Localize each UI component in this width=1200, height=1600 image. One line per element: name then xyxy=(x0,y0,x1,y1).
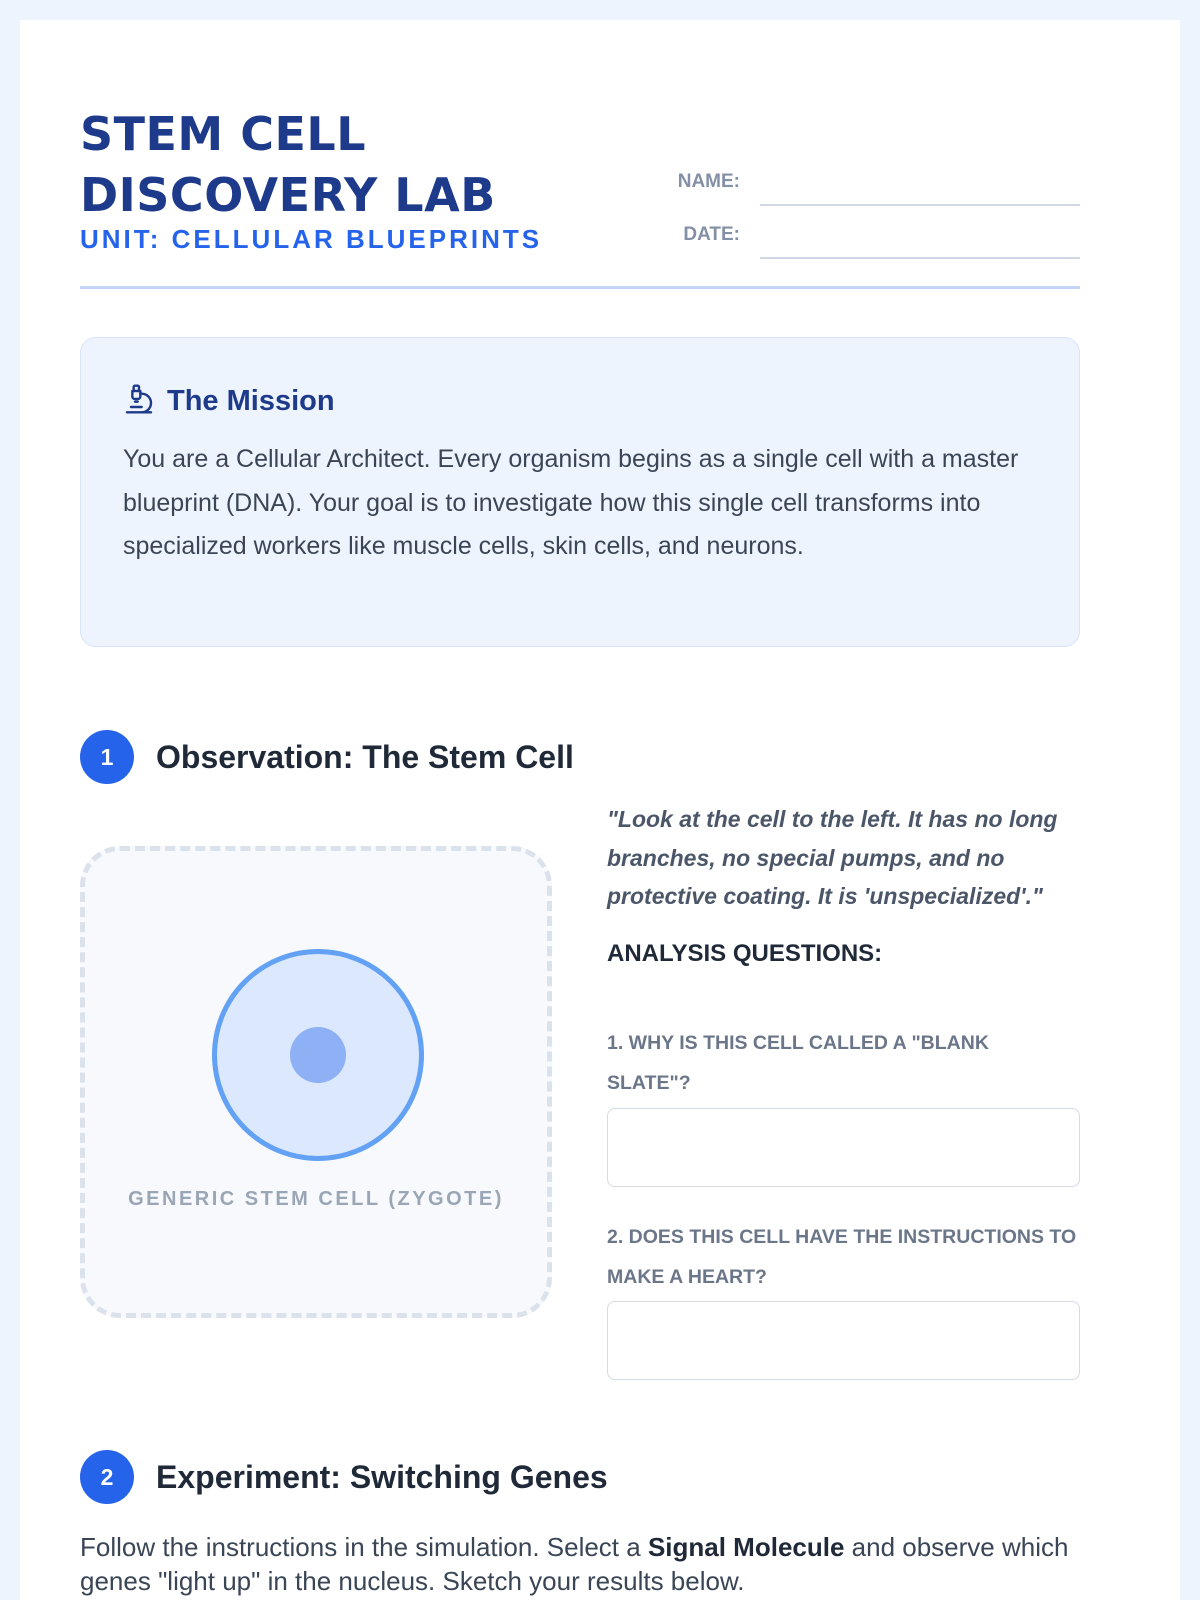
question-2-answer[interactable] xyxy=(607,1301,1080,1380)
instructions-part-2: and observe which genes "light up" in the nucleus. Sketch your results below. xyxy=(80,1532,1069,1596)
analysis-questions-title: ANALYSIS QUESTIONS: xyxy=(607,940,883,967)
page-title xyxy=(80,104,496,226)
worksheet-header xyxy=(80,86,1080,289)
section-2-heading xyxy=(80,1450,1080,1504)
unit-subtitle: UNIT: CELLULAR BLUEPRINTS xyxy=(80,224,543,254)
name-field[interactable] xyxy=(760,204,1080,206)
question-1-label: 1. WHY IS THIS CELL CALLED A "BLANK SLATE"? xyxy=(607,1032,989,1094)
question-2-label: 2. DOES THIS CELL HAVE THE INSTRUCTIONS TO MAKE A HEART? xyxy=(607,1226,1077,1288)
section-1-heading xyxy=(80,730,1080,784)
section-1-title: Observation: The Stem Cell xyxy=(156,738,574,775)
mission-panel xyxy=(80,337,1080,647)
mission-heading xyxy=(123,382,335,421)
instructions-part-1: Follow the instructions in the simulation. Select a xyxy=(80,1532,648,1562)
date-label: DATE: xyxy=(683,224,740,245)
name-label: NAME: xyxy=(677,171,740,192)
mission-text: You are a Cellular Architect. Every organism begins as a single cell with a master blueprint (DNA). Your goal is to investigate how this single cell transforms into specialized workers like muscle cells, skin cells, and neurons. xyxy=(123,445,1019,560)
microscope-icon xyxy=(123,382,155,421)
date-field[interactable] xyxy=(760,257,1080,259)
question-1-answer[interactable] xyxy=(607,1108,1080,1187)
stem-cell-membrane xyxy=(212,949,424,1161)
section-1-badge: 1 xyxy=(80,730,134,784)
title-line-1: STEM CELL xyxy=(80,107,367,161)
section-2-badge: 2 xyxy=(80,1450,134,1504)
mission-title: The Mission xyxy=(167,385,335,417)
experiment-instructions xyxy=(80,1530,1080,1598)
signal-molecule-term: Signal Molecule xyxy=(647,1532,845,1562)
stem-cell-nucleus xyxy=(290,1027,346,1083)
stem-cell-figure xyxy=(80,846,552,1318)
observation-quote: "Look at the cell to the left. It has no long branches, no special pumps, and no protective coating. It is 'unspecialized'." xyxy=(607,806,1058,909)
section-2-title: Experiment: Switching Genes xyxy=(156,1458,608,1495)
title-line-2: DISCOVERY LAB xyxy=(80,168,496,222)
cell-caption: GENERIC STEM CELL (ZYGOTE) xyxy=(128,1188,504,1210)
